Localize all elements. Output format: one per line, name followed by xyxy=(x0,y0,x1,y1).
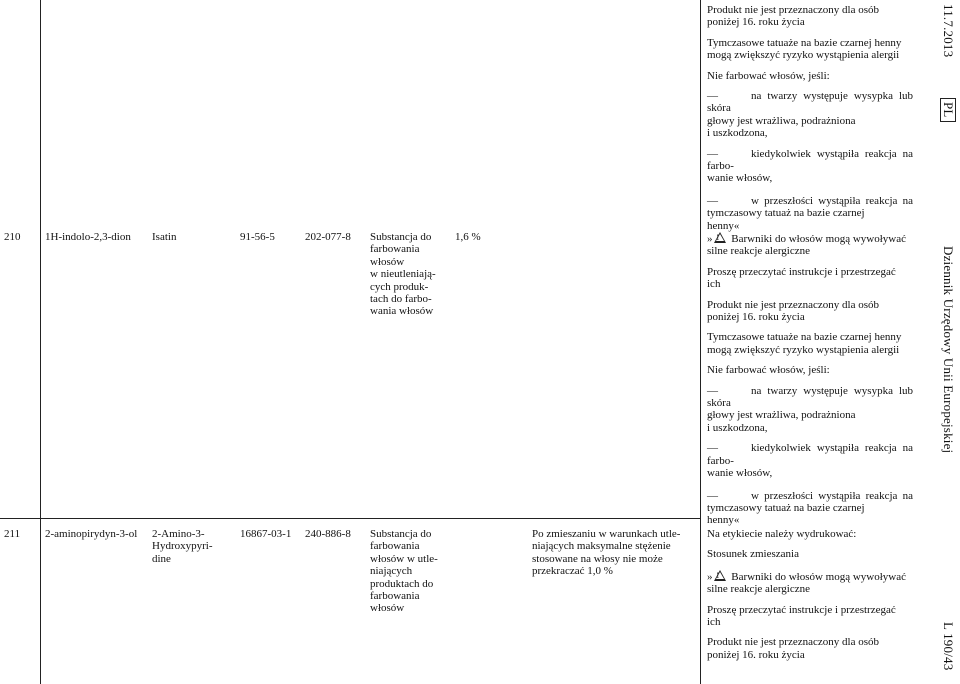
product-type: Substancja do farbowania włosów w nieutleniają- cych produk- tach do farbo- wania włosów xyxy=(370,231,436,318)
cas-number: 91-56-5 xyxy=(240,231,275,243)
inn-name: Isatin xyxy=(152,231,177,243)
ref-number: 210 xyxy=(4,231,21,243)
product-type: Substancja do farbowania włosów w utle- niających produktach do farbowania włosów xyxy=(370,528,438,615)
ref-number: 211 xyxy=(4,528,21,540)
list-item: — w przeszłości wystąpiła reakcja na tymczasowy tatuaż na bazie czarnej henny« xyxy=(707,194,913,232)
ec-number: 240-886-8 xyxy=(305,528,351,540)
warning-cell: Na etykiecie należy wydrukować: Stosunek zmieszania » ! Barwniki do włosów mogą wywoływać silne reakcje alergiczne Proszę przeczytać instrukcje i przestrzegać ich Produkt nie jest przeznaczony dla osób poniżej 16. roku życia xyxy=(707,528,907,661)
text-line: Nie farbować włosów, jeśli: xyxy=(707,69,830,82)
language-label: PL xyxy=(940,98,956,122)
warning-triangle-icon: ! xyxy=(713,569,729,583)
text-line: mogą zwiększyć ryzyko wystąpienia alergii xyxy=(707,49,900,62)
list-item: — w przeszłości wystąpiła reakcja na tymczasowy tatuaż na bazie czarnej henny« xyxy=(707,489,913,527)
chemical-name: 1H-indolo-2,3-dion xyxy=(45,231,131,243)
date-label: 11.7.2013 xyxy=(941,4,956,58)
warning-cell: » ! Barwniki do włosów mogą wywoływać silne reakcje alergiczne Proszę przeczytać instrukcje i przestrzegać ich Produkt nie jest przeznaczony dla osób poniżej 16. roku życia Tymczasowe tatuaże na bazie czarnej henny mogą zwiększyć ryzyko wystąpienia alergii Nie farbować włosów, jeśli: — na twarzy występuje wysypka lub skóra głowy jest wrażliwa, podrażniona i uszkodzona, — kiedykolwiek wystąpiła reakcja na farbo- wanie włosów, — w przeszłości wystąpiła reakcja na tymczasowy tatuaż na bazie czarnej henny« xyxy=(707,233,913,527)
text-line: Produkt nie jest przeznaczony dla osób xyxy=(707,4,879,16)
column-rule xyxy=(40,0,41,684)
journal-title: Dziennik Urzędowy Unii Europejskiej xyxy=(941,246,956,454)
list-item: — na twarzy występuje wysypka lub skóra głowy jest wrażliwa, podrażniona i uszkodzona, xyxy=(707,384,913,434)
list-item: — na twarzy występuje wysypka lub skóra głowy jest wrażliwa, podrażniona i uszkodzona, xyxy=(707,90,913,140)
ec-number: 202-077-8 xyxy=(305,231,351,243)
warning-triangle-icon: ! xyxy=(713,231,729,245)
conditions: Po zmieszaniu w warunkach utle- niających maksymalne stężenie stosowane na włosy nie może przekraczać 1,0 % xyxy=(532,528,681,578)
text-line: poniżej 16. roku życia xyxy=(707,16,805,29)
column-rule xyxy=(700,0,701,684)
page-reference: L 190/43 xyxy=(941,622,956,671)
row-divider xyxy=(0,518,700,519)
text-line: Tymczasowe tatuaże na bazie czarnej henny xyxy=(707,36,902,49)
list-item: — kiedykolwiek wystąpiła reakcja na farbo- wanie włosów, xyxy=(707,442,913,480)
cas-number: 16867-03-1 xyxy=(240,528,292,540)
list-item: — kiedykolwiek wystąpiła reakcja na farbo- wanie włosów, xyxy=(707,147,913,185)
continuation-cell xyxy=(707,4,913,232)
chemical-name: 2-aminopirydyn-3-ol xyxy=(45,528,138,540)
max-concentration: 1,6 % xyxy=(455,231,481,243)
inn-name: 2-Amino-3- Hydroxypyri- dine xyxy=(152,528,213,565)
